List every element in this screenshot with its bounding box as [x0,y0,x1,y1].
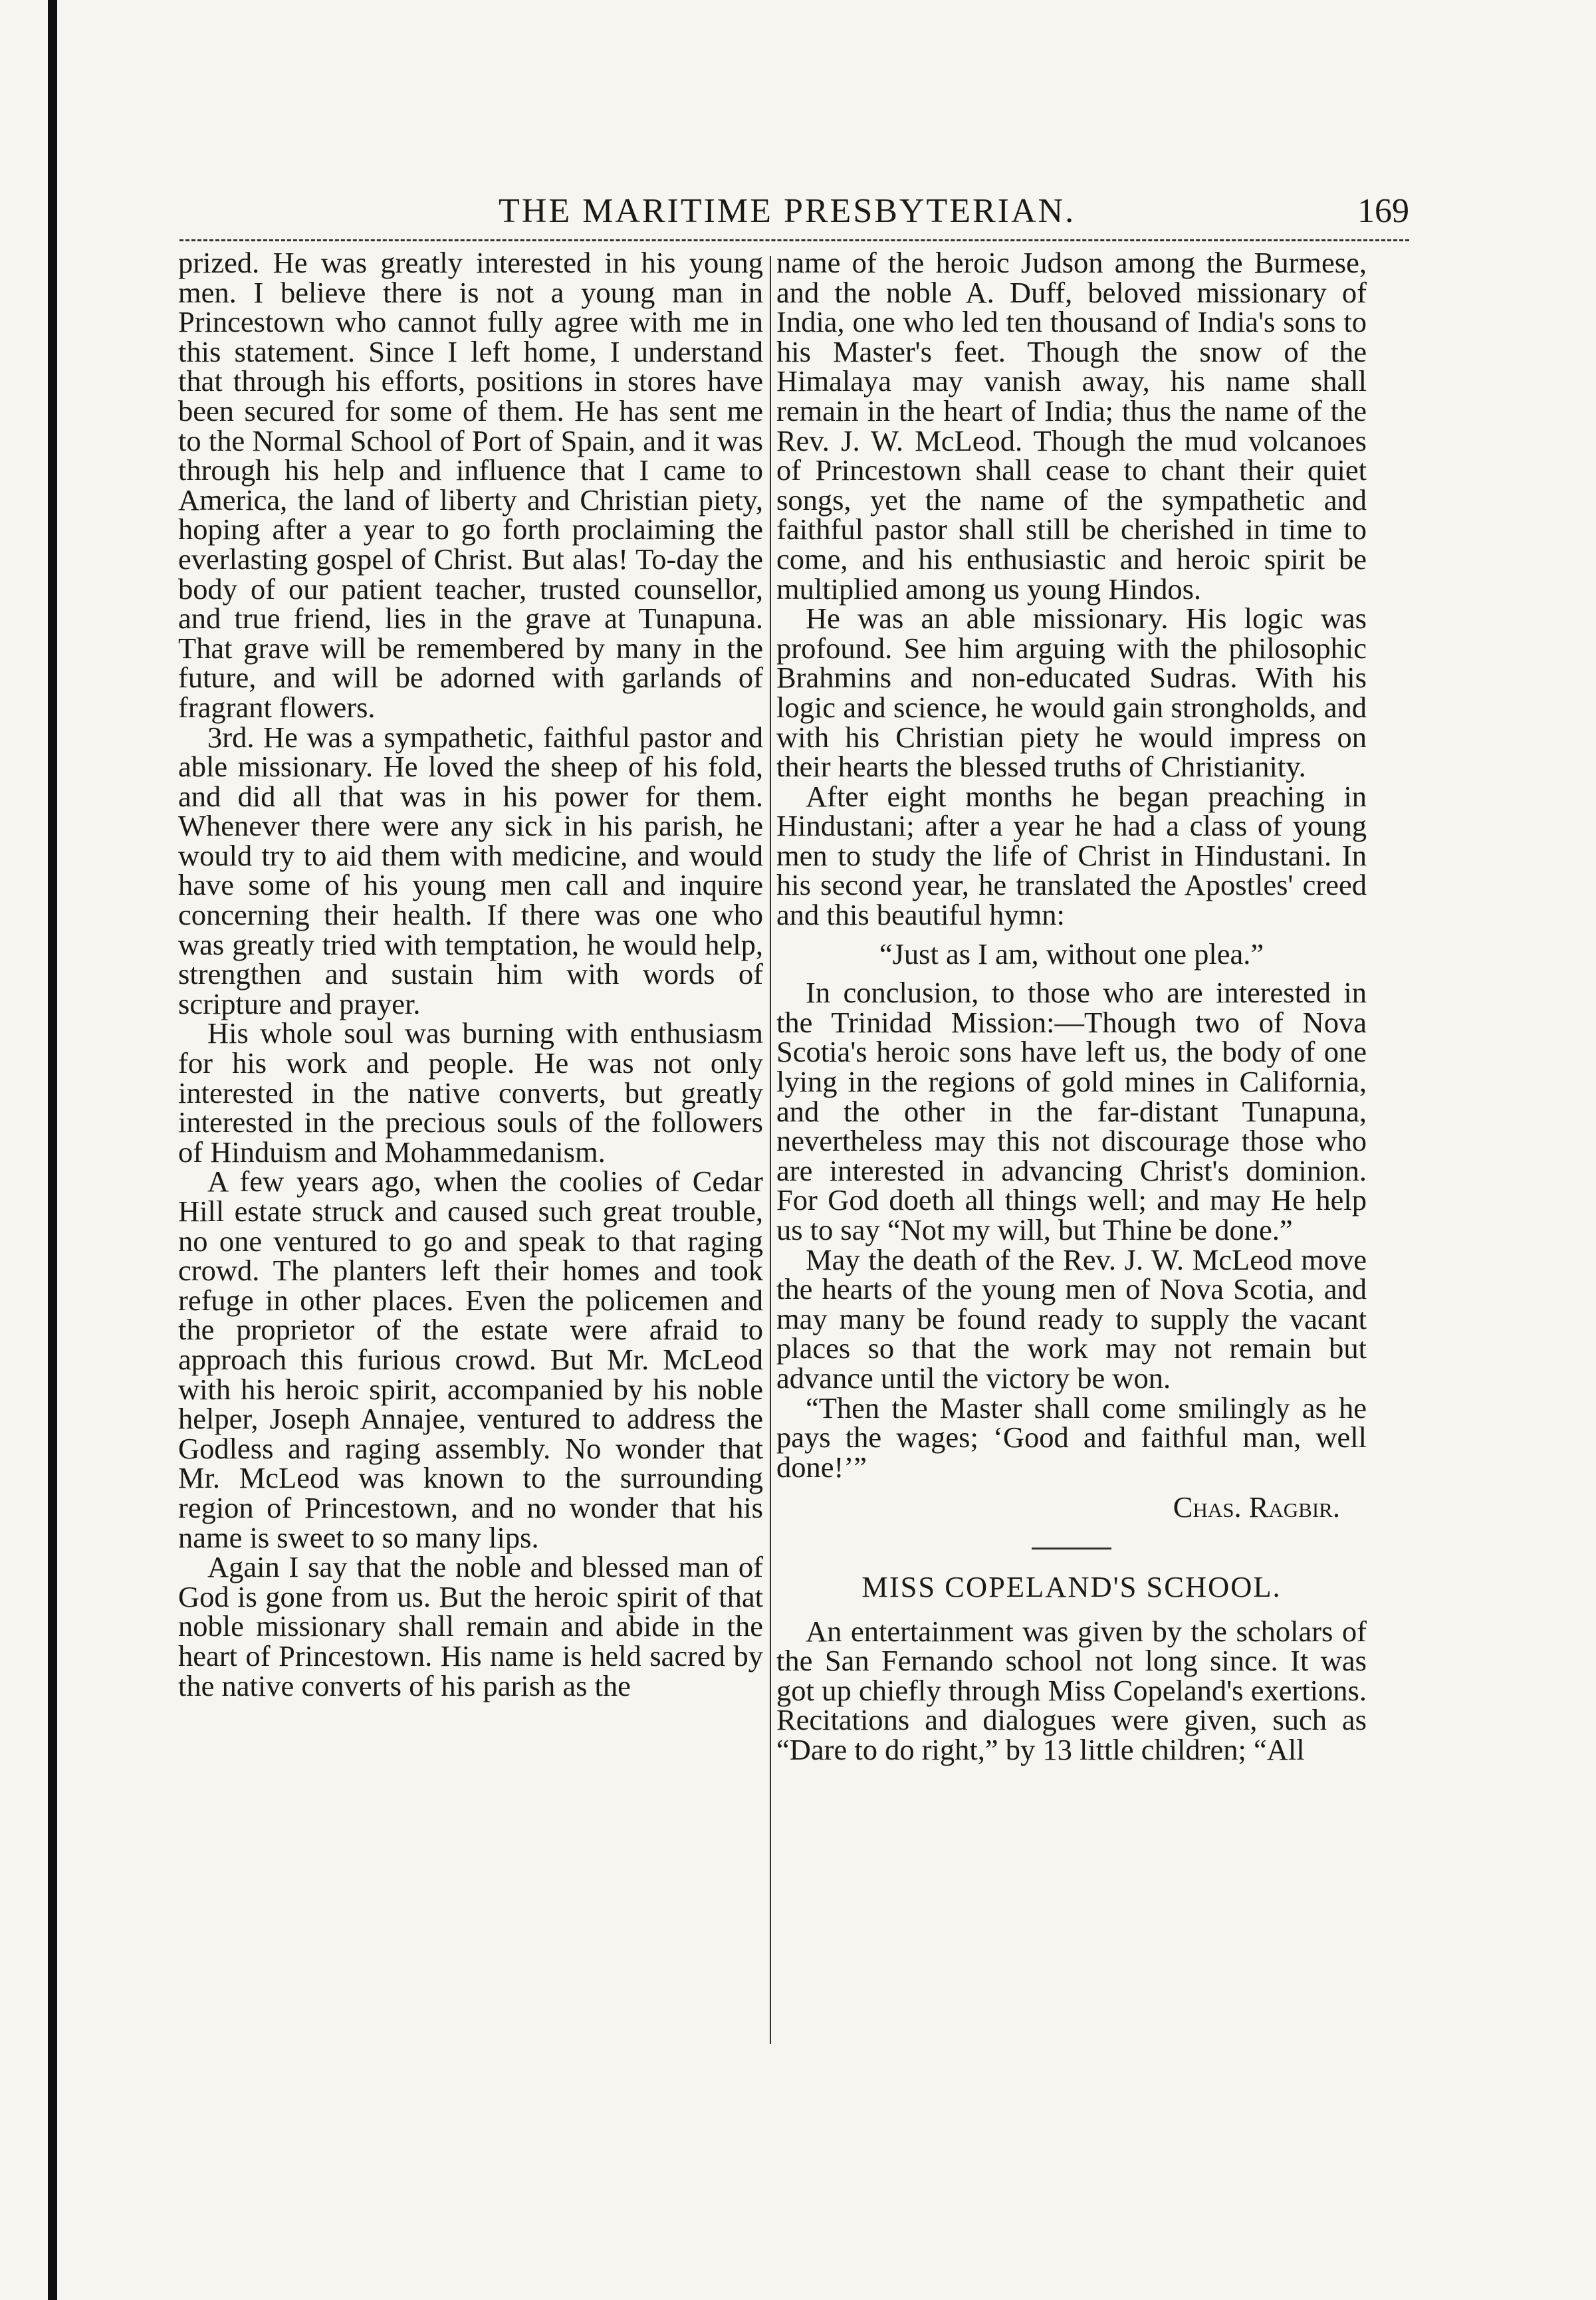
paragraph: May the death of the Rev. J. W. McLeod move the hearts of the young men of Nova Scotia, and may many be found ready to supply the vacant places so that the work may not remain but advance until the victory be won. [776,1242,1367,1395]
running-title: THE MARITIME PRESBYTERIAN. [499,192,1076,230]
paragraph: He was an able missionary. His logic was profound. See him arguing with the philosophic Brahmins and non-educated Sudras. With his logic and science, he would gain strongholds, and with his Christian piety he would impress on their hearts the blessed truths of Christianity. [776,602,1367,784]
page-header [179,191,1409,238]
right-column [776,248,1367,1765]
column-divider [770,256,771,2044]
header-rule [179,239,1409,241]
paragraph: A few years ago, when the coolies of Cedar Hill estate struck and caused such great trouble, no one ventured to go and speak to that raging crowd. The planters left their homes and took refuge in other places. Even the policemen and the proprietor of the estate were afraid to approach this furious crowd. But Mr. McLeod with his heroic spirit, accompanied by his noble helper, Joseph Annajee, ventured to address the Godless and raging assembly. No wonder that Mr. McLeod was known to the surrounding region of Princestown, and no wonder that his name is sweet to so many lips. [178,1165,763,1554]
author-signature: Chas. Ragbir. [1173,1490,1340,1524]
paragraph: prized. He was greatly interested in his young men. I believe there is not a young man in Princestown who cannot fully agree with me in this statement. Since I left home, I understand that through his efforts, positions in stores have been secured for some of them. He has sent me to the Normal School of Port of Spain, and it was through his help and influence that I came to America, the land of liberty and Christian piety, hoping after a year to go forth proclaiming the everlasting gospel of Christ. But alas! To-day the body of our patient teacher, trusted counsellor, and true friend, lies in the grave at Tunapuna. That grave will be remembered by many in the future, and will be adorned with garlands of fragrant flowers. [178,246,763,724]
paragraph: An entertainment was given by the scholars of the San Fernando school not long since. It was got up chiefly through Miss Copeland's exertions. Recitations and dialogues were given, such as “Dare to do right,” by 13 little children; “All [776,1614,1367,1766]
page-binding-edge [48,0,57,2300]
hymn-quote: “Just as I am, without one plea.” [879,937,1264,971]
paragraph: name of the heroic Judson among the Burmese, and the noble A. Duff, beloved missionary of India, one who led ten thousand of India's sons to his Master's feet. Though the snow of the Himalaya may vanish away, his name shall remain in the heart of India; thus the name of the Rev. J. W. McLeod. Though the mud volcanoes of Princestown shall cease to chant their quiet songs, yet the name of the sympathetic and faithful pastor shall still be cherished in time to come, and his enthusiastic and heroic spirit be multiplied among us young Hindos. [776,246,1367,606]
section-title: MISS COPELAND'S SCHOOL. [861,1569,1282,1603]
paragraph: 3rd. He was a sympathetic, faithful pastor and able missionary. He loved the sheep of his fold, and did all that was in his power for them. Whenever there were any sick in his parish, he would try to aid them with medicine, and would have some of his young men call and inquire concerning their health. If there was one who was greatly tried with temptation, he would help, strengthen and sustain him with words of scripture and prayer. [178,720,763,1020]
paragraph: “Then the Master shall come smilingly as he pays the wages; ‘Good and faithful man, well done!’” [776,1391,1367,1484]
paragraph: After eight months he began preaching in Hindustani; after a year he had a class of young men to study the life of Christ in Hindustani. In his second year, he translated the Apostles' creed and this beautiful hymn: [776,779,1367,932]
page-number: 169 [1357,192,1409,230]
section-rule [1032,1548,1111,1550]
paragraph: His whole soul was burning with enthusiasm for his work and people. He was not only interested in the native converts, but greatly interested in the precious souls of the followers of Hinduism and Mohammedanism. [178,1016,763,1169]
left-column [178,248,763,1700]
paragraph: Again I say that the noble and blessed man of God is gone from us. But the heroic spirit of that noble missionary shall remain and abide in the heart of Princestown. His name is held sacred by the native converts of his parish as the [178,1550,763,1702]
paragraph: In conclusion, to those who are interested in the Trinidad Mission:—Though two of Nova Scotia's heroic sons have left us, the body of one lying in the regions of gold mines in California, and the other in the far-distant Tunapuna, nevertheless may this not discourage those who are interested in advancing Christ's dominion. For God doeth all things well; and may He help us to say “Not my will, but Thine be done.” [776,976,1367,1246]
